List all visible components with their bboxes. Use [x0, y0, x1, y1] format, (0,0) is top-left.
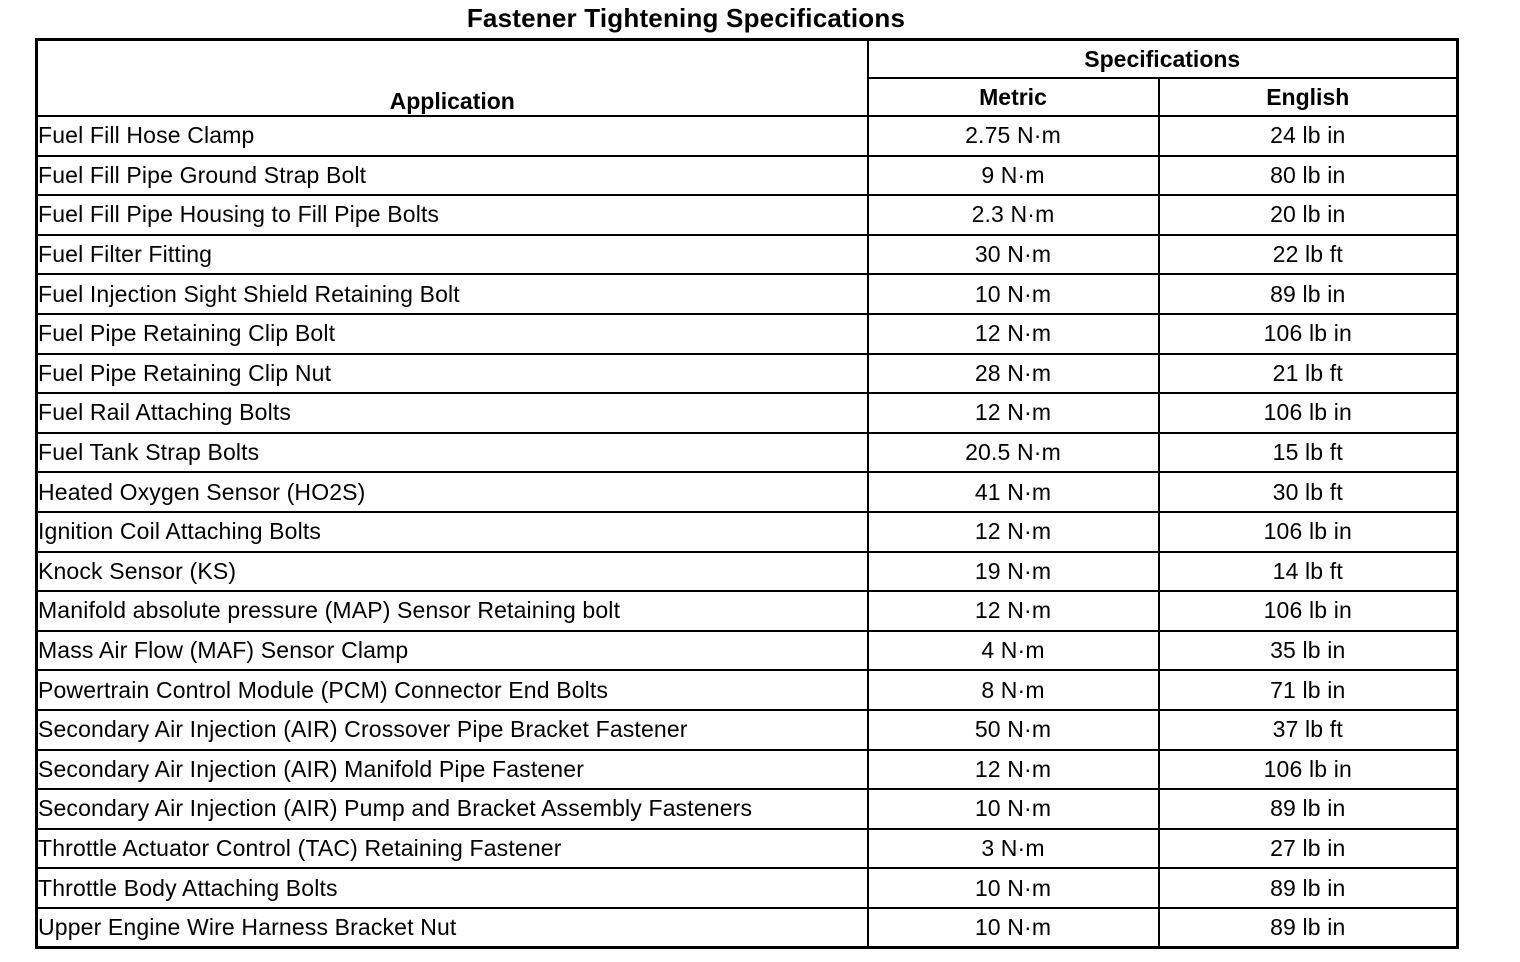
application-cell: Fuel Pipe Retaining Clip Nut — [37, 354, 868, 394]
application-cell: Fuel Pipe Retaining Clip Bolt — [37, 314, 868, 354]
application-cell: Fuel Rail Attaching Bolts — [37, 393, 868, 433]
english-cell: 106 lb in — [1159, 591, 1458, 631]
application-cell: Fuel Fill Pipe Ground Strap Bolt — [37, 156, 868, 196]
application-cell: Fuel Tank Strap Bolts — [37, 433, 868, 473]
table-row — [37, 354, 1458, 394]
column-header-application: Application — [37, 40, 868, 117]
metric-cell: 19 N·m — [868, 552, 1159, 592]
english-cell: 89 lb in — [1159, 908, 1458, 948]
metric-cell: 9 N·m — [868, 156, 1159, 196]
application-cell: Mass Air Flow (MAF) Sensor Clamp — [37, 631, 868, 671]
metric-cell: 10 N·m — [868, 274, 1159, 314]
metric-cell: 10 N·m — [868, 908, 1159, 948]
metric-cell: 50 N·m — [868, 710, 1159, 750]
metric-cell: 12 N·m — [868, 314, 1159, 354]
application-cell: Throttle Body Attaching Bolts — [37, 868, 868, 908]
metric-cell: 8 N·m — [868, 670, 1159, 710]
table-row — [37, 789, 1458, 829]
english-cell: 27 lb in — [1159, 829, 1458, 869]
metric-cell: 4 N·m — [868, 631, 1159, 671]
english-cell: 80 lb in — [1159, 156, 1458, 196]
table-row — [37, 195, 1458, 235]
metric-cell: 20.5 N·m — [868, 433, 1159, 473]
english-cell: 30 lb ft — [1159, 472, 1458, 512]
english-cell: 71 lb in — [1159, 670, 1458, 710]
english-cell: 106 lb in — [1159, 750, 1458, 790]
column-header-metric: Metric — [868, 78, 1159, 116]
application-cell: Heated Oxygen Sensor (HO2S) — [37, 472, 868, 512]
metric-cell: 10 N·m — [868, 868, 1159, 908]
table-header — [37, 40, 1458, 117]
metric-cell: 12 N·m — [868, 393, 1159, 433]
table-row — [37, 868, 1458, 908]
table-row — [37, 314, 1458, 354]
application-cell: Secondary Air Injection (AIR) Manifold Pipe Fastener — [37, 750, 868, 790]
metric-cell: 41 N·m — [868, 472, 1159, 512]
metric-cell: 10 N·m — [868, 789, 1159, 829]
application-cell: Powertrain Control Module (PCM) Connector End Bolts — [37, 670, 868, 710]
english-cell: 89 lb in — [1159, 789, 1458, 829]
column-header-english: English — [1159, 78, 1458, 116]
application-cell: Knock Sensor (KS) — [37, 552, 868, 592]
metric-cell: 2.75 N·m — [868, 116, 1159, 156]
english-cell: 89 lb in — [1159, 274, 1458, 314]
spec-table — [35, 38, 1459, 949]
metric-cell: 12 N·m — [868, 591, 1159, 631]
column-header-specifications: Specifications — [868, 40, 1458, 79]
table-row — [37, 631, 1458, 671]
application-cell: Fuel Filter Fitting — [37, 235, 868, 275]
metric-cell: 28 N·m — [868, 354, 1159, 394]
table-row — [37, 908, 1458, 948]
english-cell: 106 lb in — [1159, 512, 1458, 552]
table-body — [37, 116, 1458, 948]
english-cell: 15 lb ft — [1159, 433, 1458, 473]
metric-cell: 3 N·m — [868, 829, 1159, 869]
english-cell: 106 lb in — [1159, 393, 1458, 433]
application-cell: Fuel Fill Hose Clamp — [37, 116, 868, 156]
table-row — [37, 235, 1458, 275]
english-cell: 89 lb in — [1159, 868, 1458, 908]
english-cell: 24 lb in — [1159, 116, 1458, 156]
metric-cell: 2.3 N·m — [868, 195, 1159, 235]
table-row — [37, 750, 1458, 790]
table-row — [37, 591, 1458, 631]
english-cell: 14 lb ft — [1159, 552, 1458, 592]
table-row — [37, 552, 1458, 592]
english-cell: 20 lb in — [1159, 195, 1458, 235]
table-row — [37, 472, 1458, 512]
table-row — [37, 710, 1458, 750]
english-cell: 106 lb in — [1159, 314, 1458, 354]
table-row — [37, 156, 1458, 196]
table-row — [37, 670, 1458, 710]
application-cell: Ignition Coil Attaching Bolts — [37, 512, 868, 552]
table-row — [37, 433, 1458, 473]
application-cell: Secondary Air Injection (AIR) Pump and Bracket Assembly Fasteners — [37, 789, 868, 829]
table-row — [37, 829, 1458, 869]
application-cell: Upper Engine Wire Harness Bracket Nut — [37, 908, 868, 948]
table-row — [37, 274, 1458, 314]
english-cell: 35 lb in — [1159, 631, 1458, 671]
english-cell: 37 lb ft — [1159, 710, 1458, 750]
english-cell: 22 lb ft — [1159, 235, 1458, 275]
metric-cell: 12 N·m — [868, 512, 1159, 552]
page-title: Fastener Tightening Specifications — [466, 3, 906, 33]
table-row — [37, 512, 1458, 552]
metric-cell: 30 N·m — [868, 235, 1159, 275]
table-row — [37, 393, 1458, 433]
english-cell: 21 lb ft — [1159, 354, 1458, 394]
table-row — [37, 116, 1458, 156]
metric-cell: 12 N·m — [868, 750, 1159, 790]
application-cell: Fuel Injection Sight Shield Retaining Bolt — [37, 274, 868, 314]
application-cell: Throttle Actuator Control (TAC) Retaining Fastener — [37, 829, 868, 869]
application-cell: Fuel Fill Pipe Housing to Fill Pipe Bolts — [37, 195, 868, 235]
application-cell: Manifold absolute pressure (MAP) Sensor Retaining bolt — [37, 591, 868, 631]
application-cell: Secondary Air Injection (AIR) Crossover Pipe Bracket Fastener — [37, 710, 868, 750]
